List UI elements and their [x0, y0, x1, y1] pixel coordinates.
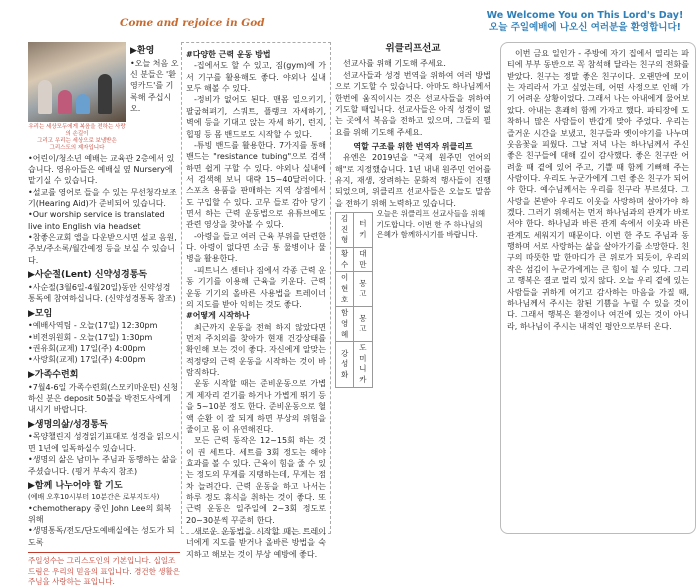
essay-text: 이번 금요 일인가 - 주방에 자기 집에서 열리는 파티에 부부 동반으로 꼭 참석해 달라는 친구의 전화를 받았다. 친구는 정말 좋은 친구이다. 오랜만에 모이는 자리라서 가고 싶었는데, 어떤 사정으로 인해 가기 어려운 상황이었다. 그래서 나는 아내에게 물어보았다. 아내는 흔쾌히 함께 가자고 했다. 파티장에 도착하니 많은 사람들이 반갑게 맞아 주었다. 우리는 즐거운 시간을 보냈고, 친구들과 옛이야기를 나누며 웃음꽃을 피웠다. 그날 저녁 나는 하나님께서 주신 좋은 친구들에 대해 깊이 감사했다. 좋은 친구란 어려울 때 곁에 있어 주고, 기쁠 때 함께 기뻐해 주는 사람이다. 우리도 누군가에게 그런 좋은 친구가 되어야 한다. 예수님께서는 우리를 친구라 부르셨다. 그 사랑을 본받아 우리도 이웃을 사랑하며 살아가야 하겠다. 그러기 위해서는 먼저 하나님과의 관계가 바로 서야 한다. 하나님과 바른 관계 속에서 이웃과 바른 관계도 세워지기 때문이다. 이번 한 주도 주님과 동행하며 서로 사랑하는 삶을 살아가기를 소망한다. 친구의 따뜻한 말 한마디가 큰 위로가 되듯이, 우리의 작은 섬김이 누군가에게는 큰 힘이 될 수 있다. 그리고 행복은 결코 멀리 있지 않다. 오늘 우리 곁에 있는 사람들을 귀하게 여기고 감사하는 마음을 가질 때, 하나님께서 주시는 참된 기쁨을 누릴 수 있을 것이다. 그래서 행복은 환경이나 여건에 있는 것이 아니라, 하나님이 주시는 내적인 평안으로부터 온다.: [507, 49, 689, 331]
bible-text-1: •목양챌린지 성경읽기표대로 성경을 읽으시면 1년에 일독하실수 있습니다.: [28, 432, 180, 453]
hearing-aid-text: •설교를 영어로 들을 수 있는 무선청각보조기(Hearing Aid)가 준비되어 있습니다.: [28, 187, 177, 208]
missionary-name: 김진형: [336, 213, 354, 248]
meeting-item: •예배사역팀 - 오늘(17일) 12:30pm: [28, 321, 158, 331]
mission-column: [333, 42, 493, 534]
missionary-country: 몽고: [354, 272, 372, 307]
prayer-sub: (예배 오후10시부터 10분간은 로부지도사): [28, 492, 160, 501]
exercise-paragraph: 운동 시작할 때는 준비운동으로 가볍게 제자리 걷기를 하거나 가볍게 뛰기 등을 5~10분 정도 한다. 준비운동으로 혈액 순환 이 잘 되게 하면 부상의 위험을 줄이고 몸 이 유연해진다.: [186, 379, 326, 434]
prayer-item: •chemotherapy 중인 John Lee의 회복 위해: [28, 503, 172, 524]
exercise-paragraph: -아령을 들고 여러 근육 부위를 단련한다. 아령이 없다면 소금 통 물병이나 물병을 활용한다.: [186, 231, 326, 264]
right-header-ko: 오늘 주일예배에 나오신 여러분을 환영합니다!: [489, 21, 681, 33]
children-text: •어린이/청소년 예배는 교육관 2층에서 있습니다. 영유아들은 예배실 옆 Nursery에 맡기실 수 있습니다.: [28, 153, 175, 186]
app-text: •참좋은교회 앱을 다운받으시면 설교 음원, 주보/주소록/월간예정 등을 보실 수 있습니다.: [28, 233, 177, 265]
table-row: [336, 307, 373, 342]
group-photo: [28, 42, 126, 122]
missionary-name: 함영혜: [336, 307, 354, 342]
exercise-title: #다양한 근력 운동 방법: [186, 50, 271, 59]
prayer-item: •생명통독/전도/단도예배실에는 성도가 되도록: [28, 526, 175, 547]
welcome-heading: ▶환영: [130, 46, 155, 56]
exercise-paragraph: -집에서도 할 수 있고, 짐(gym)에 가서 기구를 활용해도 좋다. 야외나 실내 모두 해볼 수 있다.: [186, 61, 326, 94]
exercise-paragraph: -튜빙 밴드를 활용한다. 7가지를 통해 밴드는 "resistance tubing"으로 검색하면 쉽게 구할 수 있다. 야외나 실내에서 검색해 보니 대략 15~40달러이다. 스포츠 용품을 판매하는 지역 상점에서도 구입할 수 있다. 고무 들로 감아 당기면서 하는 근력 운동법으로 유튜브에도 관련 영상을 찾아볼 수 있다.: [186, 140, 326, 230]
bible-heading: ▶생명의삶/성경통독: [28, 419, 108, 430]
exercise-paragraph: -피트니스 센터나 짐에서 각종 근력 운동 기기를 이용해 근육을 키운다. 근력 운동 기기의 올바른 사용법을 트레이너의 지도를 받아 익히는 것도 좋다.: [186, 265, 326, 309]
table-row: [336, 342, 373, 388]
exercise-subtitle: #어떻게 시작하나: [186, 311, 250, 321]
mission-paragraph: 유엔은 2019년을 "국제 원주민 언어의 해"로 지정했습니다. 1년 내내 원주민 언어를 유지, 재생, 장려하는 문화적 행사들이 진행되었으며, 위클리프 선교사들은 오늘도 말씀을 전하기 위해 노력하고 있습니다.: [335, 153, 491, 208]
prayer-heading: ▶함께 나누어야 할 기도: [28, 480, 123, 491]
exercise-paragraph: 최근까지 운동을 전혀 하지 않았다면 먼저 주치의를 찾아가 현재 건강상태를 확인해 보는 것이 좋다. 자신에게 알맞는 적정량의 근력 운동을 시작하는 것이 바람직하다.: [186, 322, 326, 378]
exercise-paragraph: -정비가 없어도 된다. 맨몸 일으키기, 팔굽혀펴기, 스쿼트, 플랭크 자세하기, 벽에 등을 기대고 앉는 자세 하기, 런지, 힙핑 등 몸 밴드로도 시작할 수 있다.: [186, 95, 326, 139]
lent-heading: ▶사순절(Lent) 신약성경통독: [28, 270, 148, 281]
announcements-column: [28, 42, 180, 587]
meeting-item: •권유회(교제) 17일(주) 4:00pm: [28, 344, 146, 354]
welcome-text: •오늘 처음 오신 분들은 '환영카드'를 기록해 주십시오.: [130, 58, 179, 114]
mission-paragraph: 선교사들과 성경 번역을 위하여 여러 방법으로 기도할 수 있습니다. 아마도 하나님께서 한번에 움직이시는 것은 선교사들을 위하여 기도할 때입니다. 선교사들은 아직 성경이 없는 곳에서 복음을 전하고 있으며, 그들의 필요를 위해 기도해 주세요.: [335, 70, 491, 137]
table-row: [336, 272, 373, 307]
missionary-country: 터키: [354, 213, 372, 248]
missionary-name: 강성화: [336, 342, 354, 388]
mission-after-table: 오늘은 위클리프 선교사들을 위해 기도합니다. 이번 한 주 하나님의 은혜가 함께하시기를 바랍니다.: [376, 209, 486, 240]
column-essay: [500, 42, 696, 534]
mission-title: 위클리프선교: [385, 43, 441, 54]
family-text: •7월4-6일 가족수련회(스모키마운틴) 신청하신 분은 deposit 50불을 박전도사에게 내시기 바랍니다.: [28, 382, 179, 415]
meetings-heading: ▶모임: [28, 308, 53, 319]
table-row: [336, 213, 373, 248]
exercise-column: [181, 42, 331, 559]
missionary-name: 황수: [336, 248, 354, 272]
table-row: [336, 248, 373, 272]
photo-caption: 우리는 세상모두에게 복음을 전하는 사랑의 손길이 그리고 우리는 세상으로 보냄받은 그리스도의 제자입니다: [28, 124, 126, 152]
meeting-item: •비전위원회 - 오늘(17일) 1:30pm: [28, 332, 153, 342]
left-header-title: Come and rejoice in God: [120, 17, 265, 29]
exercise-paragraph: 모든 근력 동작은 12~15회 하는 것이 권 세트다. 세트를 3회 정도는 해야 효과를 볼 수 있다. 근육이 힘을 줄 수 있는 정도의 무게를 지탱하는데, 무게는 점차 늘려간다. 근력 운동을 하고 나서는 하루 정도 휴식을 취하는 것이 좋다. 또 근력 운동은 일주일에 2~3회 정도로 20~30분씩 꾸준히 한다.: [186, 436, 326, 525]
headset-text: •Our worship service is translated live into English via headset: [28, 210, 165, 231]
mission-paragraph: 선교사를 위해 기도해 주세요.: [343, 59, 446, 69]
right-header: [470, 10, 700, 34]
meeting-item: •사랑회(교제) 17일(주) 4:00pm: [28, 355, 146, 365]
exercise-paragraph: 새로운 운동법을 시작할 때는 트레이너에게 지도를 받거나 올바른 방법을 숙지하고 해보는 것이 부상 예방에 좋다.: [186, 527, 326, 559]
missionary-name: 이현호: [336, 272, 354, 307]
bottom-motto: 주일성수는 그리스도인의 기본입니다. 십일조 드림은 우리의 믿음의 표입니다. 경건한 생활은 주님을 사랑하는 표입니다.: [28, 552, 180, 588]
missionary-table: [335, 212, 373, 388]
missionary-country: 대만: [354, 248, 372, 272]
missionary-country: 도미니카: [354, 342, 372, 388]
bible-text-2: •생명의 삶은 남미누 주님과 동행하는 삶을 주셨습니다. (핑거 부속지 참조): [28, 455, 177, 476]
mission-subtitle: 역할 구조를 위한 번역자 위클리프: [353, 142, 473, 151]
family-heading: ▶가족수련회: [28, 369, 79, 380]
missionary-country: 몽고: [354, 307, 372, 342]
right-header-en: We Welcome You on This Lord's Day!: [486, 10, 684, 21]
lent-text: •사순절(3월6일-4월20일)동안 신약성경 통독에 참여하십니다. (신약성경통독 참조): [28, 282, 176, 304]
